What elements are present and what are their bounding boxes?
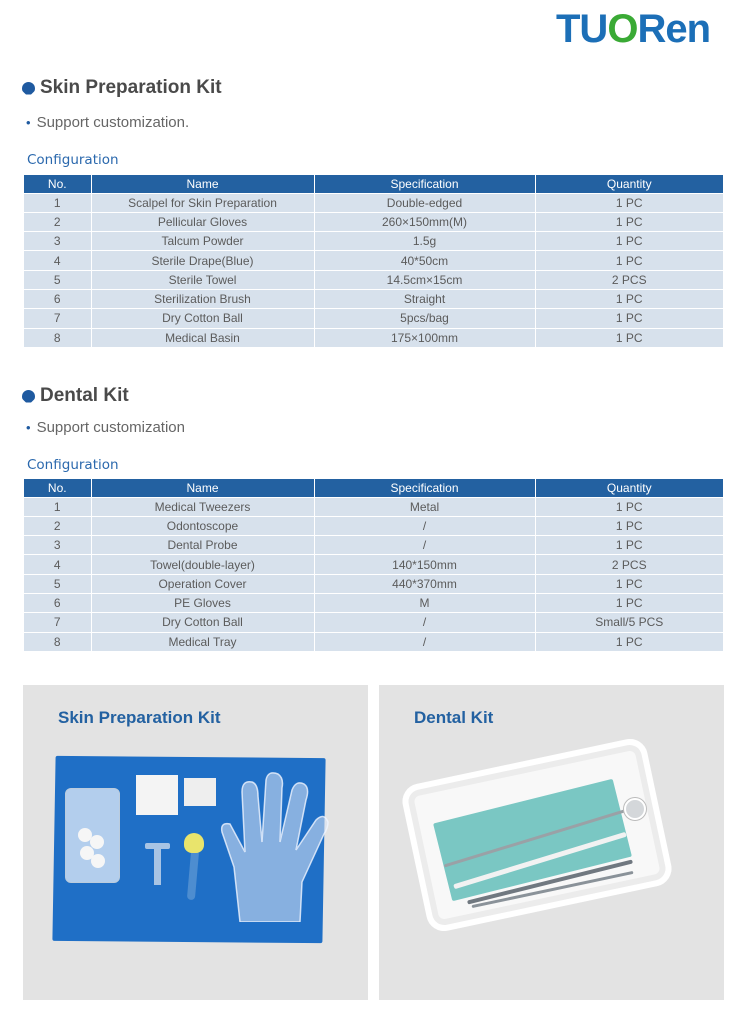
col-header-no: No. — [24, 479, 91, 497]
skin-prep-config-table — [24, 175, 723, 348]
table-header-row — [24, 479, 723, 497]
cotton-ball-image — [90, 835, 104, 849]
dental-config-table — [24, 479, 723, 652]
cell-qty: 1 PC — [535, 632, 723, 651]
cell-qty: 1 PC — [535, 574, 723, 593]
photo-card-title: Dental Kit — [414, 708, 494, 727]
cell-qty: 1 PC — [535, 251, 723, 270]
cell-no: 1 — [24, 497, 91, 516]
cell-spec: 440*370mm — [314, 574, 535, 593]
cell-no: 8 — [24, 328, 91, 347]
table-row — [24, 270, 723, 289]
col-header-name: Name — [91, 175, 314, 193]
cell-spec: 14.5cm×15cm — [314, 270, 535, 289]
section-title-skin-prep — [22, 77, 222, 99]
table-row — [24, 232, 723, 251]
cell-spec: M — [314, 593, 535, 612]
cell-spec: 140*150mm — [314, 555, 535, 574]
col-header-specification: Specification — [314, 479, 535, 497]
cell-name: Scalpel for Skin Preparation — [91, 193, 314, 212]
col-header-specification: Specification — [314, 175, 535, 193]
col-header-name: Name — [91, 479, 314, 497]
configuration-label: Configuration — [27, 457, 119, 473]
cell-name: Odontoscope — [91, 516, 314, 535]
cell-qty: 1 PC — [535, 536, 723, 555]
cell-name: Medical Basin — [91, 328, 314, 347]
feature-text: Support customization. — [36, 114, 190, 131]
configuration-label: Configuration — [27, 152, 119, 168]
cell-name: Operation Cover — [91, 574, 314, 593]
table-row — [24, 536, 723, 555]
cell-name: Pellicular Gloves — [91, 212, 314, 231]
hexagon-bullet-icon — [22, 82, 35, 95]
talcum-powder-image — [184, 778, 216, 806]
cell-qty: 1 PC — [535, 232, 723, 251]
cell-no: 5 — [24, 270, 91, 289]
cell-qty: 2 PCS — [535, 555, 723, 574]
logo-text-suffix: Ren — [637, 6, 711, 51]
hexagon-bullet-icon — [22, 390, 35, 403]
logo-text-prefix: TU — [556, 6, 608, 51]
col-header-quantity: Quantity — [535, 175, 723, 193]
brush-sponge-image — [184, 833, 204, 853]
table-row — [24, 328, 723, 347]
cell-name: Dental Probe — [91, 536, 314, 555]
table-row — [24, 193, 723, 212]
cell-name: Talcum Powder — [91, 232, 314, 251]
cell-qty: 1 PC — [535, 289, 723, 308]
cell-name: Sterilization Brush — [91, 289, 314, 308]
cell-spec: / — [314, 613, 535, 632]
cell-name: Towel(double-layer) — [91, 555, 314, 574]
cell-spec: / — [314, 536, 535, 555]
table-header-row — [24, 175, 723, 193]
cell-spec: 40*50cm — [314, 251, 535, 270]
table-row — [24, 613, 723, 632]
bullet-dot-icon: • — [26, 420, 31, 435]
photo-card-title: Skin Preparation Kit — [58, 708, 221, 727]
cell-qty: 1 PC — [535, 212, 723, 231]
cell-spec: 175×100mm — [314, 328, 535, 347]
section-title-text: Skin Preparation Kit — [40, 77, 222, 98]
cell-name: PE Gloves — [91, 593, 314, 612]
tuoren-logo — [556, 6, 710, 52]
cell-name: Sterile Drape(Blue) — [91, 251, 314, 270]
feature-bullet — [26, 114, 189, 131]
feature-text: Support customization — [36, 419, 185, 436]
table-row — [24, 212, 723, 231]
cell-spec: Straight — [314, 289, 535, 308]
table-row — [24, 309, 723, 328]
cell-qty: Small/5 PCS — [535, 613, 723, 632]
table-row — [24, 289, 723, 308]
cotton-ball-image — [91, 854, 105, 868]
cell-no: 2 — [24, 212, 91, 231]
cell-no: 2 — [24, 516, 91, 535]
col-header-no: No. — [24, 175, 91, 193]
sterile-towel-image — [136, 775, 178, 815]
section-title-text: Dental Kit — [40, 385, 129, 406]
cell-name: Dry Cotton Ball — [91, 613, 314, 632]
table-row — [24, 574, 723, 593]
table-row — [24, 593, 723, 612]
cell-spec: Double-edged — [314, 193, 535, 212]
table-row — [24, 497, 723, 516]
scalpel-handle-image — [154, 848, 161, 885]
cell-no: 7 — [24, 613, 91, 632]
table-row — [24, 632, 723, 651]
cell-qty: 1 PC — [535, 193, 723, 212]
table-row — [24, 251, 723, 270]
logo-text-o: O — [607, 6, 638, 51]
col-header-quantity: Quantity — [535, 479, 723, 497]
cell-no: 6 — [24, 289, 91, 308]
table-row — [24, 516, 723, 535]
cell-qty: 1 PC — [535, 328, 723, 347]
glove-image — [220, 772, 330, 922]
cell-no: 6 — [24, 593, 91, 612]
cell-qty: 1 PC — [535, 516, 723, 535]
cell-no: 1 — [24, 193, 91, 212]
cell-spec: 5pcs/bag — [314, 309, 535, 328]
table-row — [24, 555, 723, 574]
cell-name: Medical Tweezers — [91, 497, 314, 516]
cell-spec: 1.5g — [314, 232, 535, 251]
cell-qty: 2 PCS — [535, 270, 723, 289]
cell-no: 3 — [24, 232, 91, 251]
cell-no: 4 — [24, 555, 91, 574]
cell-spec: 260×150mm(M) — [314, 212, 535, 231]
cell-spec: / — [314, 516, 535, 535]
cell-no: 8 — [24, 632, 91, 651]
cell-no: 5 — [24, 574, 91, 593]
cell-name: Medical Tray — [91, 632, 314, 651]
cell-spec: / — [314, 632, 535, 651]
odontoscope-mirror-image — [624, 798, 646, 820]
cell-qty: 1 PC — [535, 309, 723, 328]
bullet-dot-icon: • — [26, 115, 31, 130]
cell-no: 3 — [24, 536, 91, 555]
cell-name: Dry Cotton Ball — [91, 309, 314, 328]
section-title-dental — [22, 385, 129, 407]
cell-qty: 1 PC — [535, 497, 723, 516]
feature-bullet — [26, 419, 185, 436]
cell-name: Sterile Towel — [91, 270, 314, 289]
cell-no: 7 — [24, 309, 91, 328]
cell-spec: Metal — [314, 497, 535, 516]
cell-qty: 1 PC — [535, 593, 723, 612]
cell-no: 4 — [24, 251, 91, 270]
